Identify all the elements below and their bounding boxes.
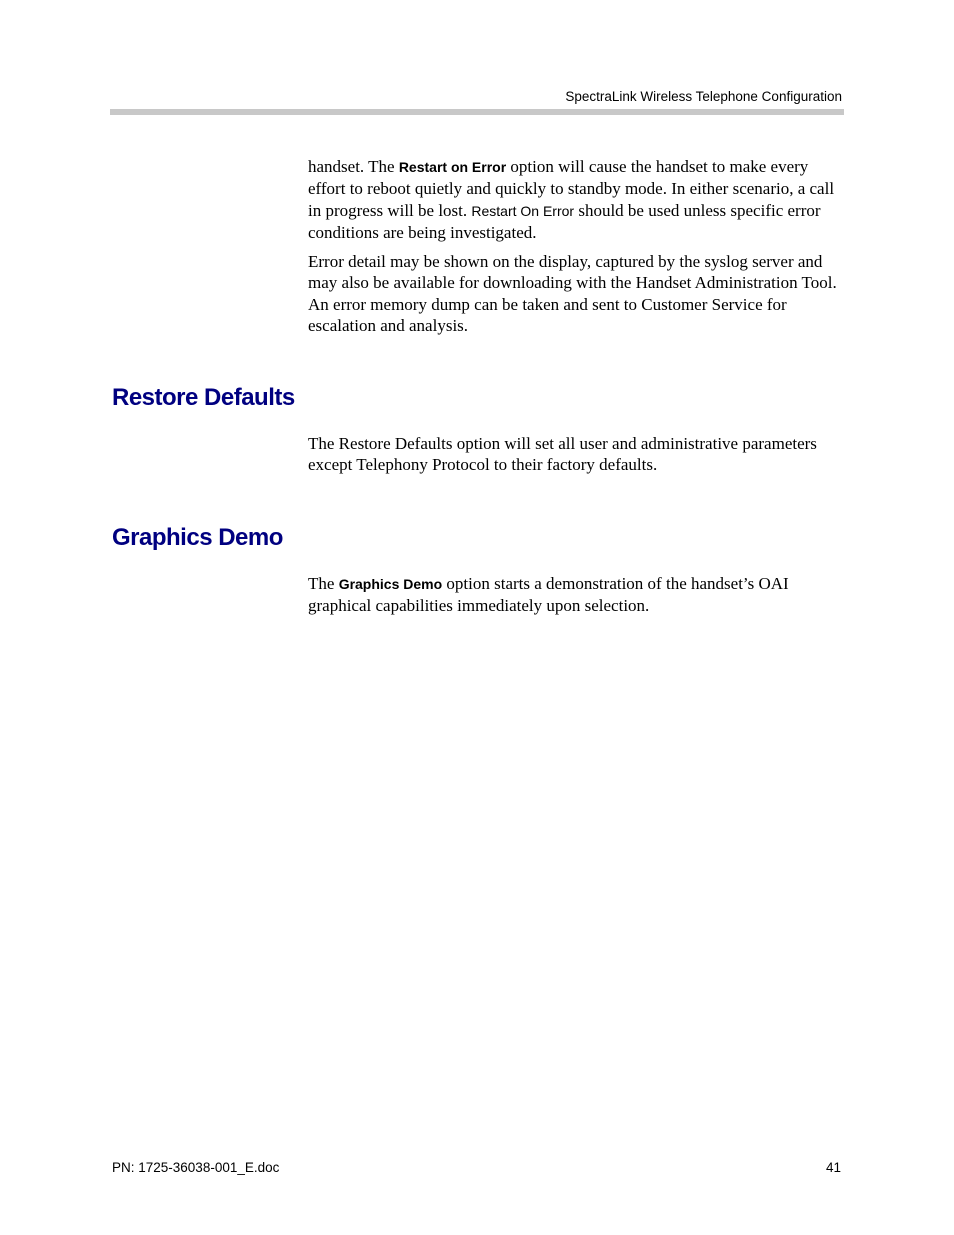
intro-text-3: should be used unless specific error conditions are being investigated. — [308, 200, 821, 242]
restart-on-error-term-2: Restart On Error — [471, 202, 575, 219]
restore-defaults-heading: Restore Defaults — [112, 384, 295, 411]
header-rule — [110, 109, 844, 115]
restore-defaults-paragraph: The Restore Defaults option will set all user and administrative parameters except Telephony Protocol to their factory defaults. — [308, 434, 817, 475]
graphics-demo-text-1: The — [308, 574, 339, 593]
footer-page-number: 41 — [825, 1160, 841, 1175]
header-title: SpectraLink Wireless Telephone Configuration — [565, 89, 842, 104]
intro-text-1: handset. The — [308, 157, 399, 176]
intro-paragraph-2: Error detail may be shown on the display, captured by the syslog server and may also be available for downloading with the Handset Administration Tool. An error memory dump can be taken and sent to Customer Service for escalation and analysis. — [308, 252, 837, 335]
graphics-demo-heading: Graphics Demo — [112, 524, 283, 551]
footer-part-number: PN: 1725-36038-001_E.doc — [112, 1160, 280, 1175]
restart-on-error-term: Restart on Error — [398, 159, 507, 175]
intro-text-2: option will cause the handset to make every effort to reboot quietly and quickly to standby mode. In either scenario, a call in progress will be lost. — [308, 157, 835, 220]
graphics-demo-text-2: option starts a demonstration of the handset’s OAI graphical capabilities immediately upon selection. — [308, 574, 789, 616]
graphics-demo-term: Graphics Demo — [338, 576, 443, 592]
graphics-demo-paragraph — [308, 573, 848, 617]
intro-paragraph-1 — [308, 156, 848, 243]
